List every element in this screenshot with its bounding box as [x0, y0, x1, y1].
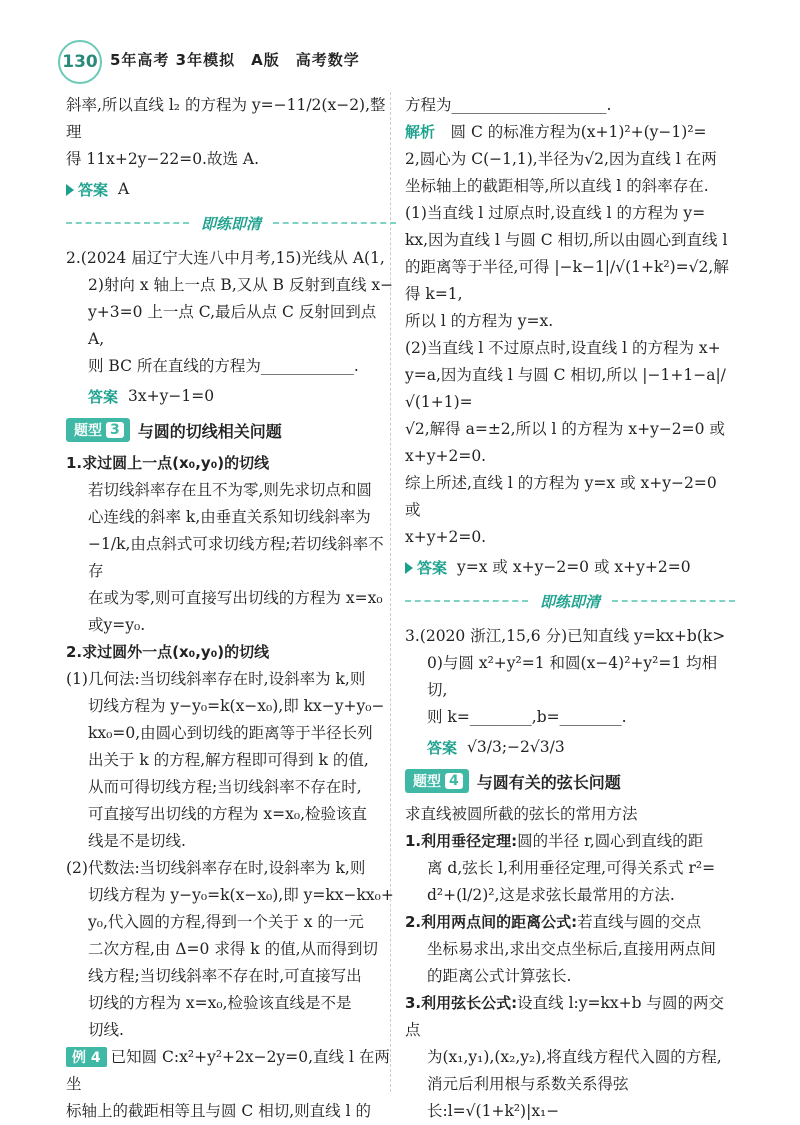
text-line: kx,因为直线 l 与圆 C 相切,所以由圆心到直线 l	[405, 231, 728, 249]
text-line: 切线方程为 y−y₀=k(x−x₀),即 y=kx−kx₀+	[88, 886, 394, 904]
text-line: kx₀=0,由圆心到切线的距离等于半径长列	[88, 724, 373, 742]
text-line: 离 d,弦长 l,利用垂径定理,可得关系式 r²=	[427, 859, 716, 877]
text-line: (1)几何法:当切线斜率存在时,设斜率为 k,则	[66, 670, 366, 688]
practice-banner	[405, 591, 735, 611]
text-line: 2,圆心为 C(−1,1),半径为√2,因为直线 l 在两	[405, 150, 717, 168]
answer-label	[66, 179, 108, 200]
text-line: 斜率,所以直线 l₂ 的方程为 y=−11/2(x−2),整理	[66, 96, 386, 141]
text-line: −1/k,由点斜式可求切线方程;若切线斜率不存	[88, 535, 384, 580]
example-line	[66, 1044, 396, 1098]
topic-title: 与圆的切线相关问题	[137, 421, 282, 441]
method-text: 设直线 l:y=kx+b 与圆的两交点	[405, 994, 724, 1039]
text-line: 出关于 k 的方程,解方程即可得到 k 的值,	[88, 751, 369, 769]
method-title: 2.利用两点间的距离公式:	[405, 913, 578, 931]
answer-value: 3x+y−1=0	[128, 387, 215, 405]
dashed-line	[66, 222, 189, 224]
topic-number: 4	[445, 773, 463, 789]
method-line	[405, 990, 735, 1044]
text-line: 的距离等于半径,可得 |−k−1|/√(1+k²)=√2,解得 k=1,	[405, 258, 729, 303]
analysis-text: 圆 C 的标准方程为(x+1)²+(y−1)²=	[450, 123, 707, 141]
answer-label: 答案	[88, 388, 119, 406]
right-column	[405, 92, 735, 1125]
method-title: 1.利用垂径定理:	[405, 832, 518, 850]
method-text: 圆的半径 r,圆心到直线的距	[517, 832, 704, 850]
answer-row	[66, 176, 396, 203]
practice-label: 即练即清	[201, 214, 262, 233]
answer-row	[405, 554, 735, 581]
text-line: 线方程;当切线斜率不存在时,可直接写出	[88, 967, 362, 985]
topic-tag	[66, 418, 130, 442]
text-line: x+y+2=0.	[405, 447, 487, 465]
answer-row	[405, 734, 735, 761]
text-line: x+y+2=0.	[405, 528, 487, 546]
text-line: 在或为零,则可直接写出切线的方程为 x=x₀	[88, 589, 383, 607]
text-line: 求直线被圆所截的弦长的常用方法	[405, 805, 638, 823]
question-line: y+3=0 上一点 C,最后从点 C 反射回到点 A,	[88, 303, 377, 348]
text-line: 综上所述,直线 l 的方程为 y=x 或 x+y−2=0 或	[405, 474, 717, 519]
section-title: 1.求过圆上一点(x₀,y₀)的切线	[66, 454, 270, 472]
triangle-icon	[66, 184, 74, 196]
text-line: 二次方程,由 Δ=0 求得 k 的值,从而得到切	[88, 940, 378, 958]
practice-banner	[66, 213, 396, 233]
text-line: 为(x₁,y₁),(x₂,y₂),将直线方程代入圆的方程,	[427, 1048, 722, 1066]
text-line: y₀,代入圆的方程,得到一个关于 x 的一元	[88, 913, 364, 931]
analysis-line	[405, 119, 735, 146]
example-label: 例 4	[66, 1047, 107, 1067]
example-text: 已知圆 C:x²+y²+2x−2y=0,直线 l 在两坐	[66, 1048, 390, 1093]
answer-value: y=x 或 x+y−2=0 或 x+y+2=0	[457, 558, 691, 576]
question-line: 3.(2020 浙江,15,6 分)已知直线 y=kx+b(k>	[405, 627, 726, 645]
text-line: 切线方程为 y−y₀=k(x−x₀),即 kx−y+y₀−	[88, 697, 385, 715]
text-line: y=a,因为直线 l 与圆 C 相切,所以 |−1+1−a|/√(1+1)=	[405, 366, 726, 411]
dashed-line	[405, 600, 528, 602]
question-line: 0)与圆 x²+y²=1 和圆(x−4)²+y²=1 均相切,	[427, 654, 718, 699]
topic-title: 与圆有关的弦长问题	[476, 772, 621, 792]
text-line: 坐标易求出,求出交点坐标后,直接用两点间	[427, 940, 716, 958]
section-title: 2.求过圆外一点(x₀,y₀)的切线	[66, 643, 270, 661]
dashed-line	[612, 600, 735, 602]
method-line	[405, 909, 735, 936]
book-title: 5年高考 3年模拟 A版 高考数学	[110, 51, 360, 69]
triangle-icon	[405, 562, 413, 574]
text-line: (1)当直线 l 过原点时,设直线 l 的方程为 y=	[405, 204, 706, 222]
text-line: 得 11x+2y−22=0.故选 A.	[66, 150, 260, 168]
topic-tag-text: 题型	[413, 774, 441, 790]
question-line: 则 k=________,b=________.	[427, 708, 627, 726]
text-line: 可直接写出切线的方程为 x=x₀,检验该直	[88, 805, 368, 823]
question-line: 2.(2024 届辽宁大连八中月考,15)光线从 A(1,	[66, 249, 385, 267]
topic-number: 3	[106, 422, 124, 438]
text-line: 的距离公式计算弦长.	[427, 967, 572, 985]
answer-row	[66, 383, 396, 410]
text-line: 所以 l 的方程为 y=x.	[405, 312, 554, 330]
text-line: 切线的方程为 x=x₀,检验该直线是不是	[88, 994, 352, 1012]
text-line: 或y=y₀.	[88, 616, 146, 634]
question-line: 则 BC 所在直线的方程为____________.	[88, 357, 359, 375]
left-column	[66, 92, 396, 1125]
text-line: (2)代数法:当切线斜率存在时,设斜率为 k,则	[66, 859, 366, 877]
answer-value: √3/3;−2√3/3	[467, 738, 565, 756]
analysis-label: 解析	[405, 123, 436, 141]
topic-heading	[405, 769, 735, 793]
text-line: 切线.	[88, 1021, 124, 1039]
text-line: 标轴上的截距相等且与圆 C 相切,则直线 l 的	[66, 1102, 371, 1120]
text-line: 坐标轴上的截距相等,所以直线 l 的斜率存在.	[405, 177, 709, 195]
text-line: 线是不是切线.	[88, 832, 186, 850]
dashed-line	[273, 222, 396, 224]
page-number: 130	[58, 40, 102, 84]
topic-heading	[66, 418, 396, 442]
answer-label: 答案	[427, 739, 458, 757]
answer-label-text: 答案	[417, 559, 448, 577]
practice-label: 即练即清	[540, 592, 601, 611]
text-line: (2)当直线 l 不过原点时,设直线 l 的方程为 x+	[405, 339, 721, 357]
text-line: √2,解得 a=±2,所以 l 的方程为 x+y−2=0 或	[405, 420, 725, 438]
text-line: 从而可得切线方程;当切线斜率不存在时,	[88, 778, 362, 796]
topic-tag	[405, 769, 469, 793]
method-line	[405, 828, 735, 855]
text-line: d²+(l/2)²,这是求弦长最常用的方法.	[427, 886, 675, 904]
text-line: 消元后利用根与系数关系得弦长:l=√(1+k²)|x₁−	[427, 1075, 629, 1120]
question-line: 2)射向 x 轴上一点 B,又从 B 反射到直线 x−	[88, 276, 394, 294]
answer-label-text: 答案	[78, 181, 109, 199]
text-line: 心连线的斜率 k,由垂直关系知切线斜率为	[88, 508, 371, 526]
page-header	[58, 40, 758, 80]
text-line: 方程为____________________.	[405, 96, 612, 114]
method-title: 3.利用弦长公式:	[405, 994, 518, 1012]
topic-tag-text: 题型	[74, 423, 102, 439]
text-line: 若切线斜率存在且不为零,则先求切点和圆	[88, 481, 372, 499]
answer-label	[405, 557, 447, 578]
method-text: 若直线与圆的交点	[577, 913, 702, 931]
answer-value: A	[118, 180, 130, 198]
